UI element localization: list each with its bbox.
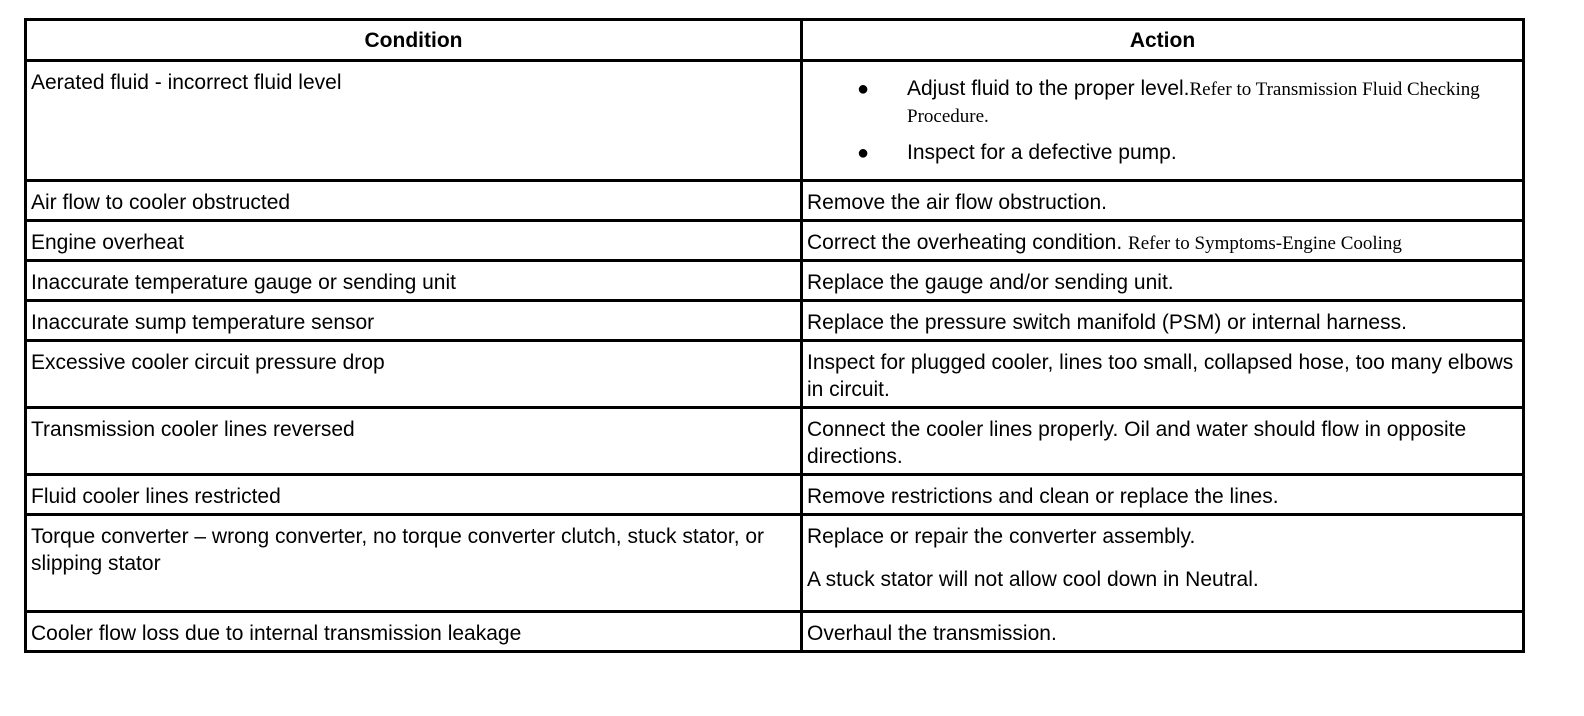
action-cell: Remove restrictions and clean or replace the lines. [802,475,1524,515]
action-text: Replace or repair the converter assembly. [807,525,1196,548]
reference-text: Refer to Transmission Fluid Checking Procedure. [907,79,1480,127]
action-bullet-item [807,139,1518,166]
bullet-icon: ● [857,78,870,100]
table-row [26,181,1524,221]
action-cell: Connect the cooler lines properly. Oil and water should flow in opposite directions. [802,408,1524,475]
table-row [26,408,1524,475]
table-header-row [26,20,1524,61]
condition-cell: Inaccurate sump temperature sensor [26,301,802,341]
action-cell: Replace the gauge and/or sending unit. [802,261,1524,301]
action-cell: Overhaul the transmission. [802,612,1524,652]
action-text: Correct the overheating condition. [807,231,1123,254]
action-cell: Remove the air flow obstruction. [802,181,1524,221]
condition-cell: Fluid cooler lines restricted [26,475,802,515]
table-row [26,261,1524,301]
table-row [26,341,1524,408]
action-cell [802,61,1524,181]
condition-cell: Excessive cooler circuit pressure drop [26,341,802,408]
action-text: Inspect for a defective pump. [907,141,1177,164]
action-header: Action [802,20,1524,61]
troubleshooting-table [24,18,1525,653]
action-note: A stuck stator will not allow cool down in Neutral. [807,568,1259,591]
table-row [26,221,1524,261]
action-bullet-list [807,75,1518,166]
condition-cell: Transmission cooler lines reversed [26,408,802,475]
reference-text: Refer to Symptoms-Engine Cooling [1128,233,1402,254]
condition-cell: Engine overheat [26,221,802,261]
condition-cell: Air flow to cooler obstructed [26,181,802,221]
condition-header: Condition [26,20,802,61]
action-cell: Inspect for plugged cooler, lines too small, collapsed hose, too many elbows in circuit. [802,341,1524,408]
table-row [26,612,1524,652]
condition-cell: Aerated fluid - incorrect fluid level [26,61,802,181]
action-text: Adjust fluid to the proper level. [907,77,1190,100]
condition-cell: Inaccurate temperature gauge or sending unit [26,261,802,301]
action-cell [802,221,1524,261]
condition-cell: Cooler flow loss due to internal transmission leakage [26,612,802,652]
action-bullet-item [807,75,1518,129]
table-row [26,61,1524,181]
table-row [26,301,1524,341]
table-row [26,475,1524,515]
condition-cell: Torque converter – wrong converter, no torque converter clutch, stuck stator, or slipping stator [26,515,802,612]
action-cell: Replace the pressure switch manifold (PSM) or internal harness. [802,301,1524,341]
bullet-icon: ● [857,142,870,164]
table-row [26,515,1524,612]
action-cell [802,515,1524,612]
